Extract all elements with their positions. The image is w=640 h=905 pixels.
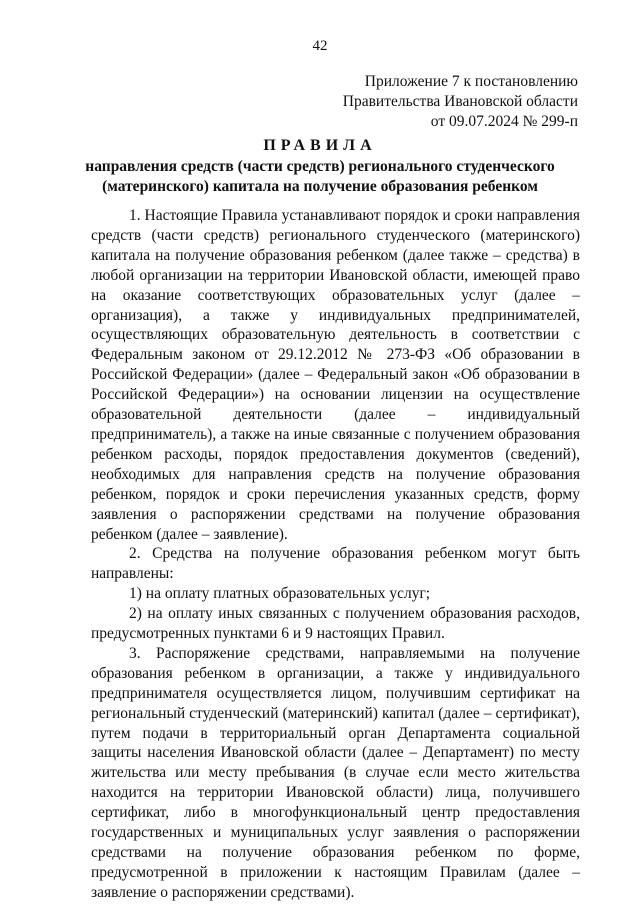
appendix-line-1: Приложение 7 к постановлению: [364, 73, 578, 90]
appendix-line-2: Правительства Ивановской области: [342, 93, 578, 110]
paragraph-2-item-1: 1) на оплату платных образовательных услуг;: [129, 585, 431, 603]
paragraph-3: 3. Распоряжение средствами, направляемыми на получение образования ребенком в организации, а также у индивидуального предпринимателя осуществляется лицом, получившим сертификат на региональный студенческий (материнский) капитал (далее – сертификат), путем подачи в территориальный орган Департамента социальной защиты населения Ивановской области (далее – Департамент) по месту жительства или месту пребывания (в случае если место жительства находится на территории Ивановской области) лица, получившего сертификат, либо в многофункциональный центр предоставления государственных и муниципальных услуг заявления о распоряжении средствами на получение образования ребенком по форме, предусмотренной в приложении к настоящим Правилам (далее – заявление о распоряжении средствами).: [91, 644, 580, 901]
subtitle-line-1: направления средств (части средств) регионального студенческого: [85, 158, 555, 175]
document-body: [91, 206, 580, 903]
appendix-line-3: от 09.07.2024 № 299-п: [430, 113, 578, 130]
appendix-reference: [343, 72, 578, 132]
document-title: ПРАВИЛА: [263, 137, 377, 154]
document-subtitle: [0, 157, 640, 197]
paragraph-2-item-2: 2) на оплату иных связанных с получением образования расходов, предусмотренных пунктами 6 и 9 настоящих Правил.: [91, 605, 580, 643]
paragraph-2: 2. Средства на получение образования ребенком могут быть направлены:: [91, 545, 580, 583]
page-number: 42: [312, 38, 328, 54]
subtitle-line-2: (материнского) капитала на получение образования ребенком: [102, 178, 538, 195]
paragraph-1: 1. Настоящие Правила устанавливают порядок и сроки направления средств (части средств) регионального студенческого (материнского) капитала на получение образования ребенком (далее также – средства) в любой организации на территории Ивановской области, имеющей право на оказание соответствующих образовательных услуг (далее – организация), а также у индивидуальных предпринимателей, осуществляющих образовательную деятельность в соответствии с Федеральным законом от 29.12.2012 № 273-ФЗ «Об образовании в Российской Федерации» (далее – Федеральный закон «Об образовании в Российской Федерации») на основании лицензии на осуществление образовательной деятельности (далее – индивидуальный предприниматель), а также на иные связанные с получением образования ребенком расходы, порядок предоставления документов (сведений), необходимых для направления средств на получение образования ребенком, порядок и сроки перечисления указанных средств, форму заявления о распоряжении средствами на получение образования ребенком (далее – заявление).: [91, 207, 580, 543]
